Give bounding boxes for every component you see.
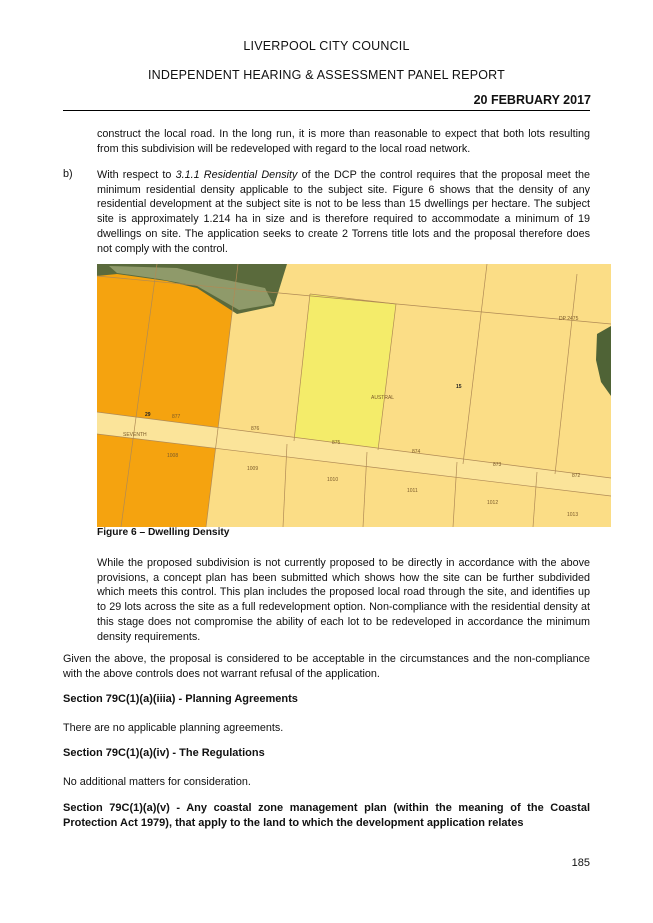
dwelling-density-map: [97, 264, 611, 527]
lot-label: 1012: [487, 500, 499, 506]
lot-label: 876: [251, 426, 260, 432]
lot-label: 874: [412, 449, 421, 455]
list-label-b: b): [63, 168, 73, 180]
lot-label: 875: [332, 440, 341, 446]
lot-label: 1009: [247, 466, 259, 472]
density-value-label: 15: [456, 384, 462, 390]
lot-label: 1013: [567, 512, 579, 518]
lot-label: 1011: [407, 488, 418, 494]
council-name: LIVERPOOL CITY COUNCIL: [243, 39, 410, 53]
lot-label: 29: [145, 412, 151, 418]
section-text: No additional matters for consideration.: [63, 776, 251, 788]
header-rule: [63, 110, 590, 111]
section-heading: Section 79C(1)(a)(v) - Any coastal zone management plan (within the meaning of the Coastal Protection Act 1979), that apply to the land to which the development application relates: [63, 802, 590, 829]
lot-label: 1010: [327, 477, 339, 483]
conclusion-paragraph: Given the above, the proposal is considered to be acceptable in the circumstances and the non-compliance with the above controls does not warrant refusal of the application.: [63, 653, 590, 680]
dcp-reference: 3.1.1 Residential Density: [175, 169, 298, 181]
concept-plan-paragraph: While the proposed subdivision is not currently proposed to be directly in accordance with the above provisions, a concept plan has been submitted which shows how the site can be further subdivided which meets this control. This plan includes the proposed local road through the site, and identifies up to 29 lots across the site as a full redevelopment option. Non-compliance with the residential density at this stage does not compromise the ability of each lot to be redeveloped in accordance the minimum density requirements.: [97, 557, 590, 643]
lot-label: 873: [493, 462, 502, 468]
residential-density-paragraph: With respect to 3.1.1 Residential Density of the DCP the control requires that the proposal meet the minimum residential density applicable to the subject site. Figure 6 shows that the density of any residential development at the subject site is not to be less than 15 dwellings per hectare. The subject site is approximately 1.214 ha in size and is therefore required to accommodate a minimum of 19 dwellings on site. The application seeks to create 2 Torrens title lots and the proposal therefore does not comply with the control.: [97, 169, 590, 255]
figure-caption: Figure 6 – Dwelling Density: [97, 527, 230, 538]
continuation-paragraph: construct the local road. In the long run, it is more than reasonable to expect that both lots resulting from this subdivision will be redeveloped with regard to the local road network.: [97, 128, 590, 155]
section-text: There are no applicable planning agreements.: [63, 722, 284, 734]
lot-label: 877: [172, 414, 181, 420]
dp-label: DP 2475: [559, 316, 579, 322]
lot-label: 1008: [167, 453, 179, 459]
report-date: 20 FEBRUARY 2017: [473, 93, 591, 107]
suburb-label: AUSTRAL: [371, 395, 395, 401]
page-number: 185: [571, 857, 590, 869]
report-title: INDEPENDENT HEARING & ASSESSMENT PANEL REPORT: [147, 68, 505, 82]
section-heading: Section 79C(1)(a)(iiia) - Planning Agreements: [63, 693, 298, 705]
section-heading: Section 79C(1)(a)(iv) - The Regulations: [63, 747, 265, 759]
lot-label: 872: [572, 473, 581, 479]
road-label: SEVENTH: [123, 432, 147, 438]
